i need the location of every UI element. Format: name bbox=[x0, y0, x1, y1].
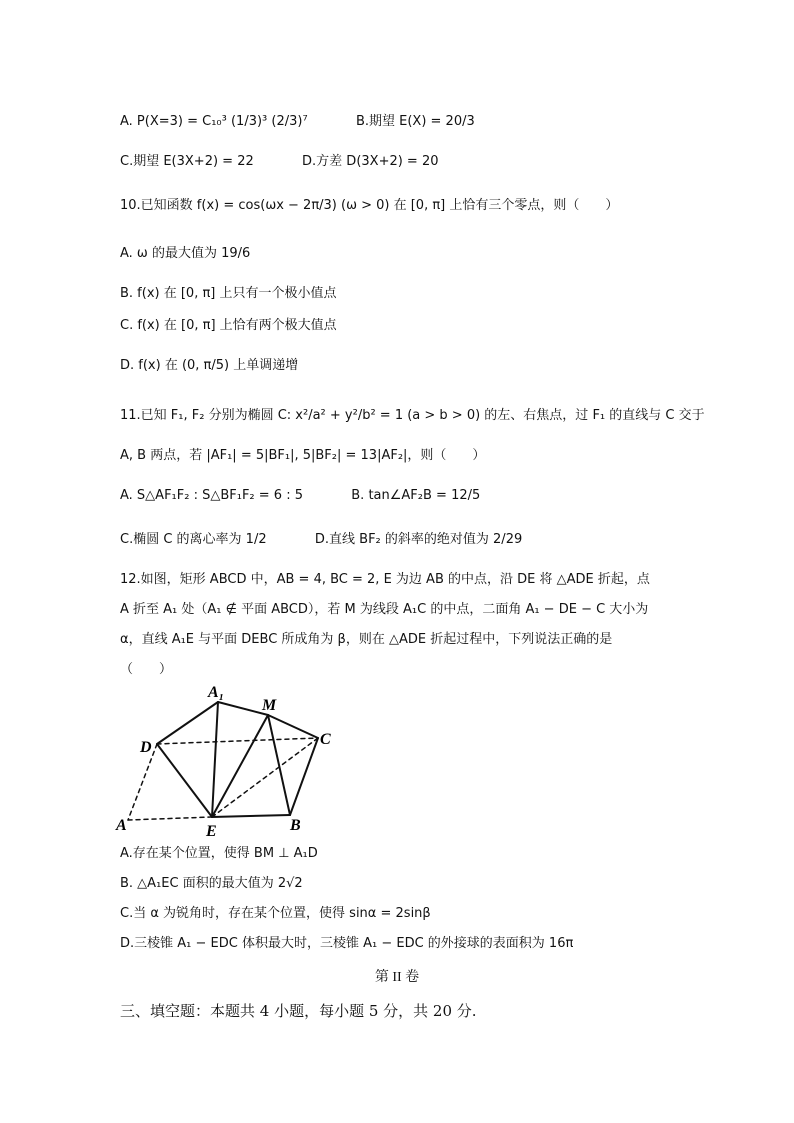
q11-stem-line1: 11.已知 F₁, F₂ 分别为椭圆 C: x²/a² + y²/b² = 1 (a > b > 0) 的左、右焦点，过 F₁ 的直线与 C 交于 bbox=[120, 408, 705, 423]
edge-EB bbox=[212, 815, 290, 817]
label-A1: A₁ bbox=[208, 684, 225, 701]
section-3-title: 三、填空题：本题共 4 小题，每小题 5 分，共 20 分. bbox=[120, 1002, 477, 1020]
q12-stem-line4: （ ） bbox=[120, 662, 173, 677]
q12-option-d: D.三棱锥 A₁ − EDC 体积最大时，三棱锥 A₁ − EDC 的外接球的表面积为 16π bbox=[120, 936, 574, 951]
q11-option-d: D.直线 BF₂ 的斜率的绝对值为 2/29 bbox=[314, 532, 523, 547]
edge-DC bbox=[157, 738, 318, 744]
q12-option-c: C.当 α 为锐角时，存在某个位置，使得 sinα = 2sinβ bbox=[120, 906, 431, 921]
folding-figure bbox=[110, 682, 350, 842]
edge-DA1 bbox=[157, 702, 218, 744]
label-D: D bbox=[140, 739, 152, 756]
q11-option-row-2 bbox=[120, 530, 522, 550]
q9-option-row-1 bbox=[120, 112, 475, 132]
edge-AE bbox=[128, 817, 212, 820]
edge-MC bbox=[268, 715, 318, 738]
q12-stem-line2: A 折至 A₁ 处（A₁ ∉ 平面 ABCD），若 M 为线段 A₁C 的中点，二面角 A₁ − DE − C 大小为 bbox=[120, 602, 649, 617]
q11-option-row-1 bbox=[120, 486, 480, 506]
edge-A1M bbox=[218, 702, 268, 715]
q11-option-c: C.椭圆 C 的离心率为 1/2 bbox=[120, 532, 267, 547]
edge-DE bbox=[157, 744, 212, 817]
q11-option-a: A. S△AF₁F₂ : S△BF₁F₂ = 6 : 5 bbox=[120, 488, 303, 503]
edge-EM bbox=[212, 715, 268, 817]
label-C: C bbox=[320, 731, 331, 748]
q9-option-d: D.方差 D(3X+2) = 20 bbox=[302, 154, 439, 169]
q11-stem-line2: A, B 两点，若 |AF₁| = 5|BF₁|, 5|BF₂| = 13|AF₂|，则（ ） bbox=[120, 448, 486, 463]
edge-BC bbox=[290, 738, 318, 815]
q10-option-d: D. f(x) 在 (0, π/5) 上单调递增 bbox=[120, 358, 299, 373]
label-E: E bbox=[206, 823, 217, 840]
q11-option-b: B. tan∠AF₂B = 12/5 bbox=[351, 488, 481, 503]
q10-option-a: A. ω 的最大值为 19/6 bbox=[120, 246, 251, 261]
edge-MB bbox=[268, 715, 290, 815]
label-A: A bbox=[116, 817, 127, 834]
label-M: M bbox=[262, 697, 277, 714]
edge-EC bbox=[212, 738, 318, 817]
q9-option-row-2 bbox=[120, 152, 439, 172]
part-ii-heading: 第 II 卷 bbox=[374, 970, 420, 985]
q12-option-b: B. △A₁EC 面积的最大值为 2√2 bbox=[120, 876, 303, 891]
q9-option-b: B.期望 E(X) = 20/3 bbox=[355, 114, 475, 129]
q12-stem-line3: α，直线 A₁E 与平面 DEBC 所成角为 β，则在 △ADE 折起过程中，下列说法正确的是 bbox=[120, 632, 613, 647]
q9-option-c: C.期望 E(3X+2) = 22 bbox=[120, 154, 254, 169]
q10-stem: 10.已知函数 f(x) = cos(ωx − 2π/3) (ω > 0) 在 [0, π] 上恰有三个零点，则（ ） bbox=[120, 198, 619, 213]
edge-A1E bbox=[212, 702, 218, 817]
q10-option-c: C. f(x) 在 [0, π] 上恰有两个极大值点 bbox=[120, 318, 337, 333]
q12-stem-line1: 12.如图，矩形 ABCD 中，AB = 4, BC = 2, E 为边 AB 的中点，沿 DE 将 △ADE 折起，点 bbox=[120, 572, 650, 587]
q12-option-a: A.存在某个位置，使得 BM ⊥ A₁D bbox=[120, 846, 318, 861]
q10-option-b: B. f(x) 在 [0, π] 上只有一个极小值点 bbox=[120, 286, 337, 301]
q9-option-a: A. P(X=3) = C₁₀³ (1/3)³ (2/3)⁷ bbox=[120, 114, 308, 129]
label-B: B bbox=[290, 817, 301, 834]
